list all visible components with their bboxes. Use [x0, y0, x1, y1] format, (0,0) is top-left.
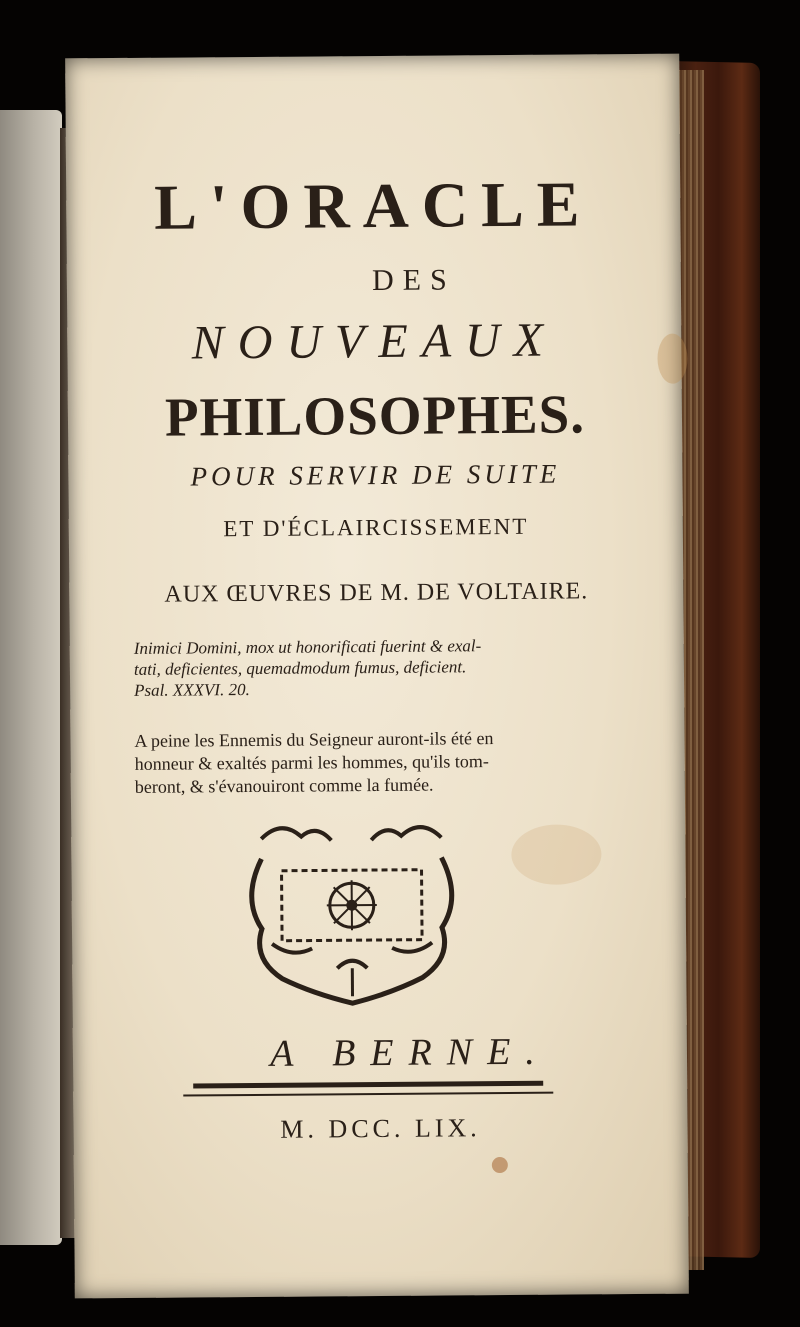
imprint-place: A BERNE.	[269, 1030, 550, 1075]
title-nouveaux: NOUVEAUX	[191, 313, 558, 370]
title-page	[65, 54, 689, 1299]
foxing-stain	[492, 1157, 508, 1173]
thick-rule	[193, 1081, 543, 1089]
left-page	[0, 110, 62, 1245]
imprint-date: M. DCC. LIX.	[280, 1113, 481, 1144]
subtitle-voltaire: AUX ŒUVRES DE M. DE VOLTAIRE.	[164, 578, 589, 608]
latin-epigraph: Inimici Domini, mox ut honorificati fuerint & exal- tati, deficientes, quemadmodum fumus, deficient. Psal. XXXVI. 20.	[133, 636, 482, 700]
title-oracle: L'ORACLE	[153, 168, 593, 243]
title-philosophes: PHILOSOPHES.	[164, 383, 586, 448]
thin-rule	[183, 1092, 553, 1097]
title-des: DES	[371, 263, 456, 298]
foxing-stain	[511, 824, 601, 885]
subtitle-eclaircissement: ET D'ÉCLAIRCISSEMENT	[223, 513, 529, 542]
subtitle-pour-servir: POUR SERVIR DE SUITE	[190, 458, 561, 492]
french-translation: A peine les Ennemis du Seigneur auront-ils été en honneur & exaltés parmi les hommes, qu'ils tom- beront, & s'évanouiront comme la fumée.	[134, 728, 494, 797]
printers-ornament	[241, 817, 462, 1009]
